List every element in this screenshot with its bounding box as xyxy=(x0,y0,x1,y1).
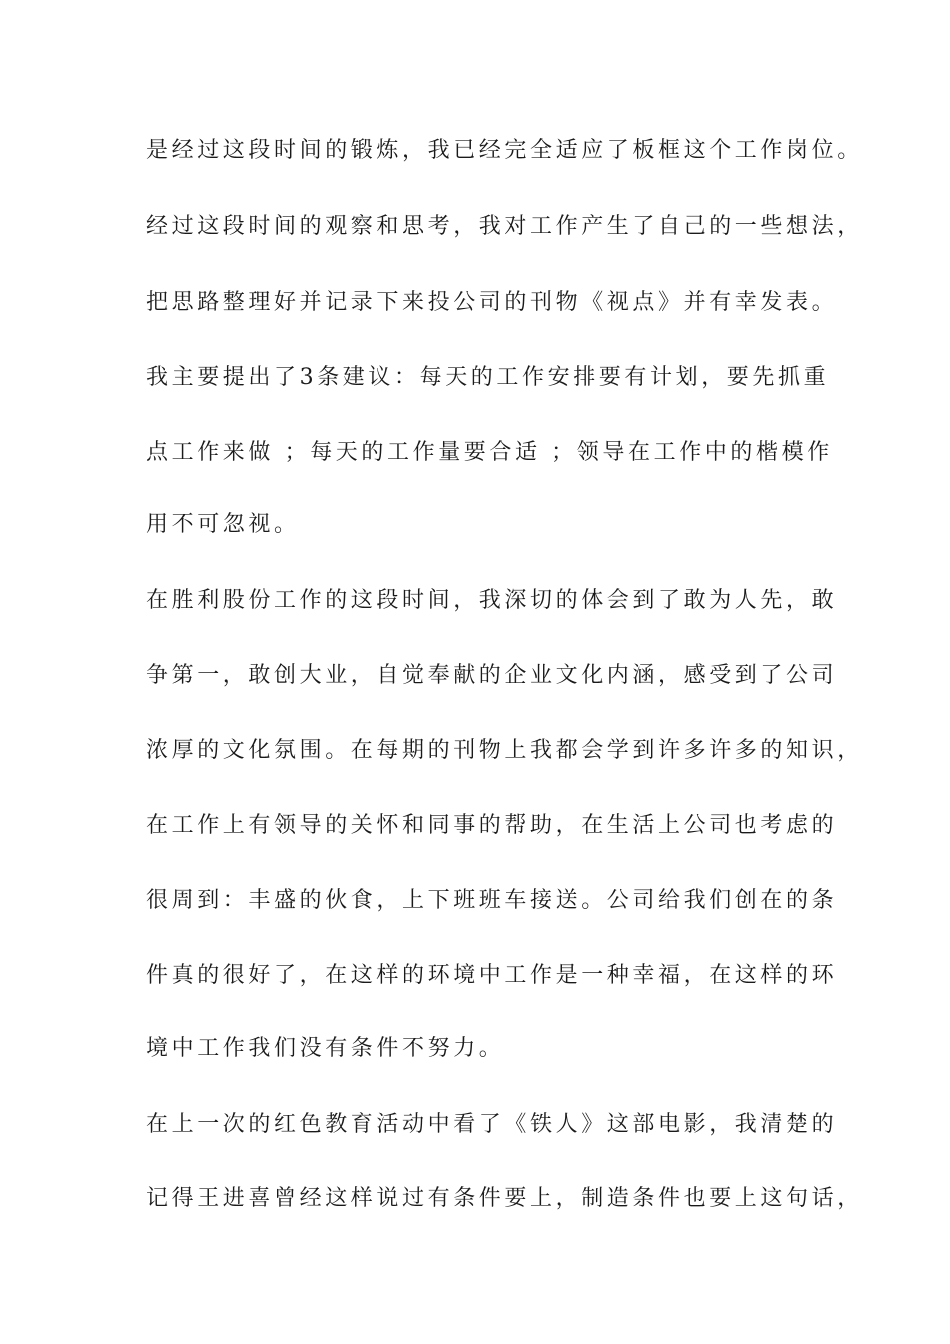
text-line: 我主要提出了3条建议：每天的工作安排要有计划，要先抓重 xyxy=(146,365,830,390)
text-line: 浓厚的文化氛围。在每期的刊物上我都会学到许多许多的知识， xyxy=(146,738,863,763)
text-line: 把思路整理好并记录下来投公司的刊物《视点》并有幸发表。 xyxy=(146,290,838,315)
text-line: 在工作上有领导的关怀和同事的帮助，在生活上公司也考虑的 xyxy=(146,813,838,838)
text-line: 经过这段时间的观察和思考，我对工作产生了自己的一些想法， xyxy=(146,214,863,239)
text-line: 是经过这段时间的锻炼，我已经完全适应了板框这个工作岗位。 xyxy=(146,138,863,163)
text-line: 记得王进喜曾经这样说过有条件要上，制造条件也要上这句话， xyxy=(146,1186,863,1211)
text-line: 很周到：丰盛的伙食，上下班班车接送。公司给我们创在的条 xyxy=(146,888,838,913)
text-line: 用不可忽视。 xyxy=(146,512,300,537)
text-line: 在胜利股份工作的这段时间，我深切的体会到了敢为人先，敢 xyxy=(146,588,838,613)
text-line: 争第一，敢创大业，自觉奉献的企业文化内涵，感受到了公司 xyxy=(146,663,838,688)
text-line: 件真的很好了，在这样的环境中工作是一种幸福，在这样的环 xyxy=(146,963,838,988)
text-line: 在上一次的红色教育活动中看了《铁人》这部电影，我清楚的 xyxy=(146,1112,838,1137)
text-line: 点工作来做 ；每天的工作量要合适 ；领导在工作中的楷模作 xyxy=(146,440,833,465)
text-line: 境中工作我们没有条件不努力。 xyxy=(146,1036,505,1061)
